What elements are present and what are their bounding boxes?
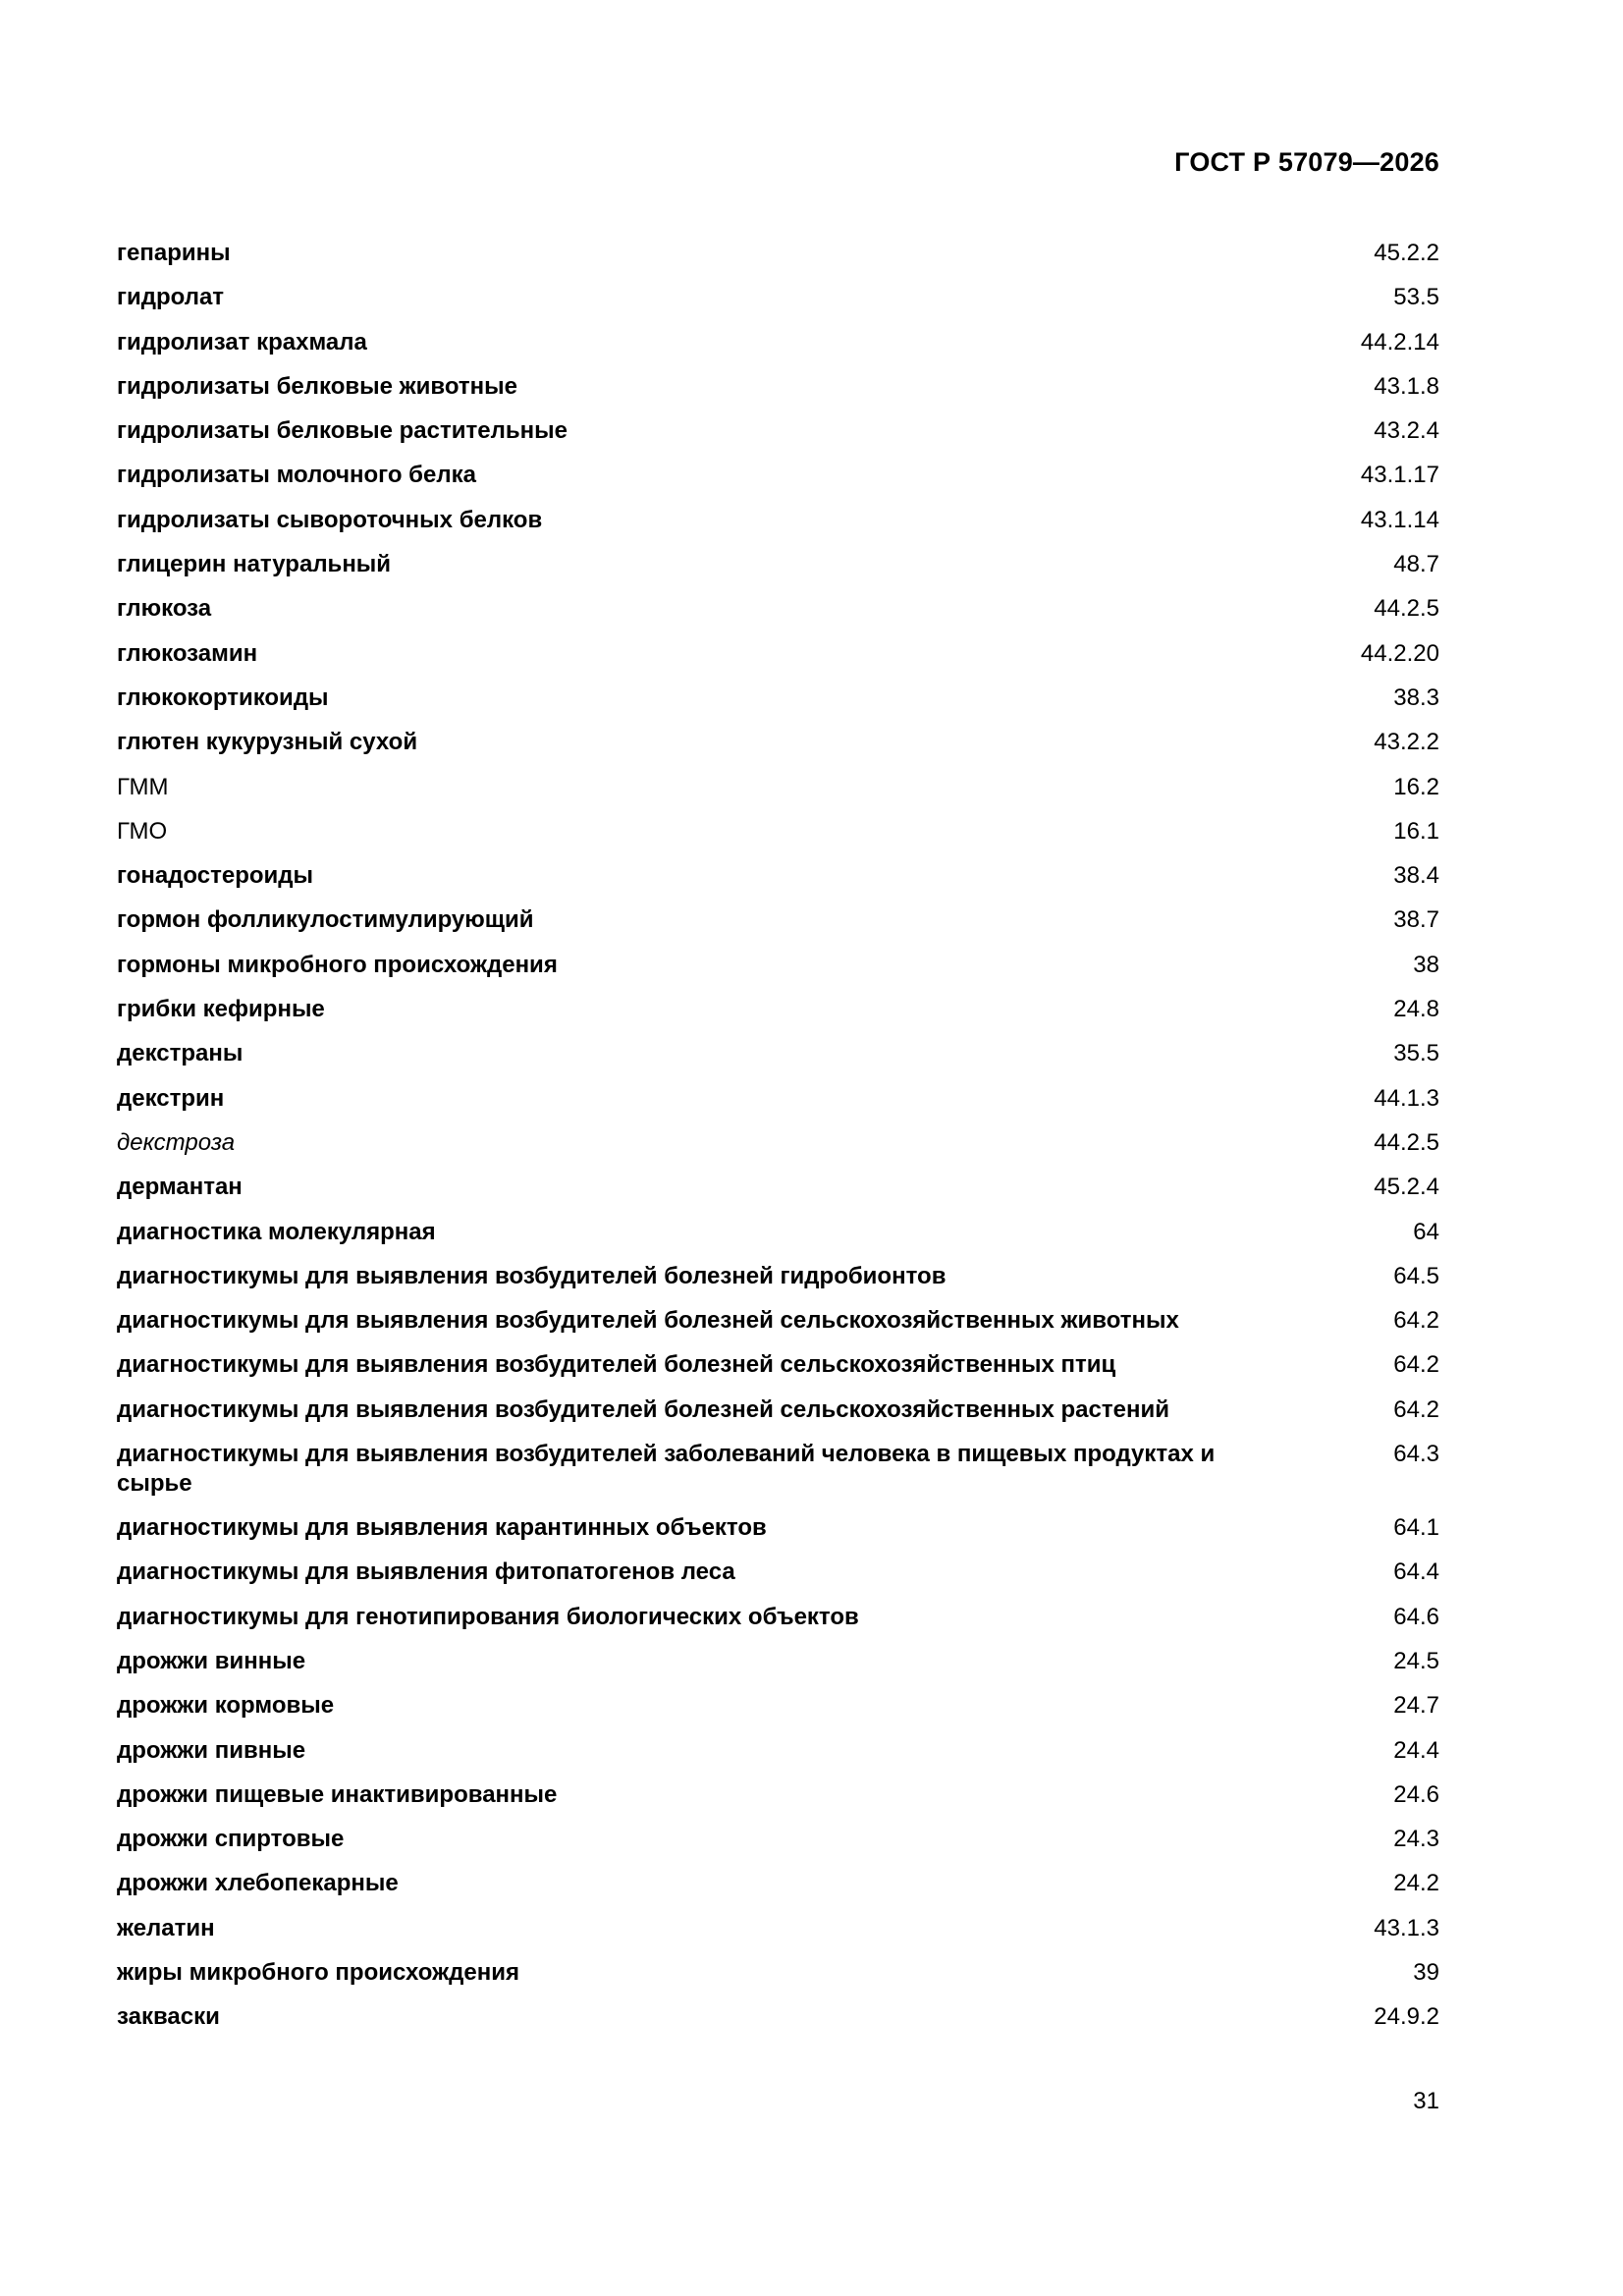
index-term: гормон фолликулостимулирующий: [117, 906, 534, 934]
index-reference: 44.2.20: [1360, 639, 1439, 667]
index-term: диагностикумы для выявления карантинных объектов: [117, 1514, 767, 1542]
index-term: гидролат: [117, 284, 225, 311]
index-reference: 64.6: [1393, 1603, 1439, 1630]
index-entry: [117, 506, 1439, 550]
index-term: жиры микробного происхождения: [117, 1958, 519, 1986]
index-reference: 43.1.8: [1374, 372, 1439, 400]
index-reference: 64.1: [1393, 1514, 1439, 1542]
document-id-header: ГОСТ Р 57079—2026: [1174, 147, 1439, 177]
index-reference: 44.1.3: [1374, 1084, 1439, 1112]
index-term: дрожжи винные: [117, 1647, 306, 1674]
index-entry: [117, 1914, 1439, 1958]
index-entry: [117, 1084, 1439, 1128]
index-reference: 64.2: [1393, 1307, 1439, 1335]
index-term: желатин: [117, 1914, 215, 1941]
index-entry: [117, 550, 1439, 594]
index-entry: [117, 639, 1439, 683]
index-entry: [117, 1958, 1439, 2002]
index-entry: [117, 1218, 1439, 1262]
index-entry: [117, 1825, 1439, 1869]
index-entry: [117, 416, 1439, 461]
index-entry: [117, 1395, 1439, 1440]
index-reference: 16.2: [1393, 773, 1439, 800]
index-term: диагностикумы для выявления фитопатогенов леса: [117, 1558, 735, 1586]
index-entry: [117, 239, 1439, 283]
index-reference: 43.1.3: [1374, 1914, 1439, 1941]
index-reference: 38: [1413, 951, 1439, 978]
index-reference: 64: [1413, 1218, 1439, 1245]
index-entry: [117, 1173, 1439, 1217]
index-entry: [117, 728, 1439, 772]
index-reference: 24.4: [1393, 1736, 1439, 1764]
index-entry: [117, 1558, 1439, 1602]
index-entry: [117, 1691, 1439, 1735]
index-reference: 43.1.14: [1360, 506, 1439, 533]
index-term: ГММ: [117, 773, 169, 800]
index-term: диагностикумы для генотипирования биологических объектов: [117, 1603, 859, 1630]
index-entry: [117, 1262, 1439, 1306]
index-term: гидролизаты белковые растительные: [117, 417, 568, 445]
index-reference: 38.7: [1393, 906, 1439, 934]
index-reference: 43.2.2: [1374, 729, 1439, 756]
index-term: ГМО: [117, 817, 168, 845]
index-entry: [117, 1039, 1439, 1083]
index-entry: [117, 1513, 1439, 1558]
index-reference: 45.2.4: [1374, 1174, 1439, 1201]
index-term: дрожжи хлебопекарные: [117, 1870, 399, 1897]
index-entry: [117, 1128, 1439, 1173]
index-entry: [117, 1306, 1439, 1350]
index-entry: [117, 861, 1439, 905]
page-number: 31: [1413, 2088, 1439, 2114]
index-term: гидролизаты молочного белка: [117, 462, 476, 489]
index-term: глюкокортикоиды: [117, 683, 329, 711]
index-reference: 16.1: [1393, 817, 1439, 845]
index-entry: [117, 773, 1439, 817]
index-term: декстрин: [117, 1084, 225, 1112]
index-reference: 44.2.14: [1360, 328, 1439, 355]
index-term: декстраны: [117, 1040, 243, 1067]
index-term: дермантан: [117, 1174, 243, 1201]
index-reference: 64.2: [1393, 1351, 1439, 1379]
index-reference: 45.2.2: [1374, 240, 1439, 266]
index-reference: 44.2.5: [1374, 1128, 1439, 1156]
index-entry: [117, 1736, 1439, 1780]
index-term: гидролизаты белковые животные: [117, 372, 517, 400]
index-entry: [117, 683, 1439, 728]
index-term: дрожжи кормовые: [117, 1692, 335, 1720]
index-term: гепарины: [117, 240, 231, 266]
index-reference: 24.6: [1393, 1780, 1439, 1808]
index-entry: [117, 1350, 1439, 1394]
index-reference: 64.2: [1393, 1395, 1439, 1423]
index-reference: 64.3: [1393, 1441, 1439, 1468]
index-term: гидролизат крахмала: [117, 328, 367, 355]
index-reference: 24.3: [1393, 1826, 1439, 1853]
index-term: диагностикумы для выявления возбудителей болезней сельскохозяйственных растений: [117, 1395, 1169, 1423]
index-entry: [117, 995, 1439, 1039]
index-entry: [117, 1780, 1439, 1825]
index-reference: 24.5: [1393, 1647, 1439, 1674]
index-entry: [117, 817, 1439, 861]
index-entry: [117, 905, 1439, 950]
index-reference: 39: [1413, 1958, 1439, 1986]
index-entry: [117, 951, 1439, 995]
index-reference: 48.7: [1393, 551, 1439, 578]
index-reference: 35.5: [1393, 1040, 1439, 1067]
index-entry: [117, 2002, 1439, 2047]
alphabetical-index-list: [117, 239, 1439, 2048]
index-term: диагностикумы для выявления возбудителей болезней сельскохозяйственных птиц: [117, 1351, 1116, 1379]
index-reference: 38.4: [1393, 862, 1439, 890]
index-term: дрожжи пивные: [117, 1736, 306, 1764]
index-term: гормоны микробного происхождения: [117, 951, 558, 978]
index-reference: 38.3: [1393, 683, 1439, 711]
index-entry: [117, 461, 1439, 505]
index-term: глюкозамин: [117, 639, 258, 667]
index-entry: [117, 594, 1439, 638]
index-reference: 64.4: [1393, 1558, 1439, 1586]
index-reference: 43.2.4: [1374, 417, 1439, 445]
index-term: диагностикумы для выявления возбудителей заболеваний человека в пищевых продуктах и сырье: [117, 1441, 1216, 1498]
index-term: грибки кефирные: [117, 996, 325, 1023]
index-term: гонадостероиды: [117, 862, 314, 890]
index-reference: 24.7: [1393, 1692, 1439, 1720]
index-entry: [117, 328, 1439, 372]
index-term: гидролизаты сывороточных белков: [117, 506, 543, 533]
index-term: диагностика молекулярная: [117, 1218, 436, 1245]
index-term: дрожжи спиртовые: [117, 1826, 345, 1853]
index-entry: [117, 1440, 1439, 1513]
index-entry: [117, 372, 1439, 416]
index-term: декстроза: [117, 1128, 236, 1156]
index-term: глютен кукурузный сухой: [117, 729, 418, 756]
index-reference: 44.2.5: [1374, 595, 1439, 623]
index-entry: [117, 283, 1439, 327]
index-reference: 64.5: [1393, 1262, 1439, 1289]
index-reference: 24.8: [1393, 996, 1439, 1023]
index-term: глицерин натуральный: [117, 551, 392, 578]
index-reference: 24.9.2: [1374, 2003, 1439, 2031]
index-term: глюкоза: [117, 595, 212, 623]
index-reference: 53.5: [1393, 284, 1439, 311]
index-term: диагностикумы для выявления возбудителей болезней сельскохозяйственных животных: [117, 1307, 1179, 1335]
index-entry: [117, 1869, 1439, 1913]
index-term: закваски: [117, 2003, 220, 2031]
index-term: диагностикумы для выявления возбудителей болезней гидробионтов: [117, 1262, 947, 1289]
index-entry: [117, 1603, 1439, 1647]
index-entry: [117, 1647, 1439, 1691]
index-reference: 43.1.17: [1360, 462, 1439, 489]
index-term: дрожжи пищевые инактивированные: [117, 1780, 558, 1808]
index-reference: 24.2: [1393, 1870, 1439, 1897]
